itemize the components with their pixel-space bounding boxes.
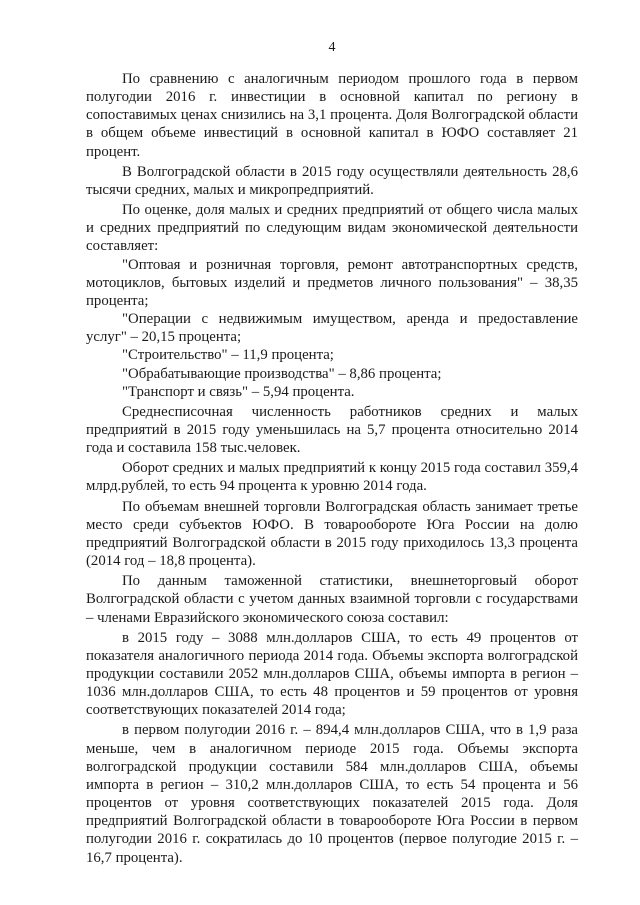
- paragraph-enterprises-count: В Волгоградской области в 2015 году осуществляли деятельность 28,6 тысячи средних, малых и микропредприятий.: [86, 163, 578, 198]
- list-item-manufacturing: "Обрабатывающие производства" – 8,86 процента;: [122, 365, 442, 382]
- page-number: 4: [328, 40, 336, 55]
- list-item-real-estate: "Операции с недвижимым имуществом, аренда и предоставление услуг" – 20,15 процента;: [86, 311, 578, 346]
- list-item-construction: "Строительство" – 11,9 процента;: [122, 347, 334, 364]
- paragraph-trade-2016: в первом полугодии 2016 г. – 894,4 млн.долларов США, что в 1,9 раза меньше, чем в аналогичном периоде 2015 года. Объемы экспорта волгоградской продукции составили 584 млн.долларов США, объемы импорта в регион – 310,2 млн.долларов США, то есть 54 процента и 56 процентов от уровня соответствующих показателей 2015 года. Доля предприятий Волгоградской области в товарообороте Юга России в первом полугодии 2016 г. сократилась до 10 процентов (первое полугодие 2015 г. – 16,7 процента).: [86, 722, 578, 866]
- paragraph-customs-intro: По данным таможенной статистики, внешнеторговый оборот Волгоградской области с учетом данных взаимной торговли с государствами – членами Евразийского экономического союза составил:: [86, 573, 578, 626]
- paragraph-investments: По сравнению с аналогичным периодом прошлого года в первом полугодии 2016 г. инвестиции в основной капитал по региону в сопоставимых ценах снизились на 3,1 процента. Доля Волгоградской области в общем объеме инвестиций в основной капитал в ЮФО составляет 21 процент.: [86, 71, 578, 160]
- paragraph-turnover: Оборот средних и малых предприятий к концу 2015 года составил 359,4 млрд.рублей, то есть 94 процента к уровню 2014 года.: [86, 460, 578, 495]
- paragraph-share-intro: По оценке, доля малых и средних предприятий от общего числа малых и средних предприятий по следующим видам экономической деятельности составляет:: [86, 202, 578, 255]
- list-item-trade: "Оптовая и розничная торговля, ремонт автотранспортных средств, мотоциклов, бытовых изделий и предметов личного пользования" – 38,35 процента;: [86, 256, 578, 309]
- paragraph-foreign-trade: По объемам внешней торговли Волгоградская область занимает третье место среди субъектов ЮФО. В товарообороте Юга России на долю предприятий Волгоградской области в 2015 году приходилось 13,3 процента (2014 год – 18,8 процента).: [86, 498, 578, 570]
- paragraph-employees: Среднесписочная численность работников средних и малых предприятий в 2015 году уменьшилась на 5,7 процента относительно 2014 года и составила 158 тыс.человек.: [86, 403, 578, 457]
- paragraph-trade-2015: в 2015 году – 3088 млн.долларов США, то есть 49 процентов от показателя аналогичного периода 2014 года. Объемы экспорта волгоградской продукции составили 2052 млн.долларов США, объемы импорта в регион – 1036 млн.долларов США, то есть 48 процентов и 59 процентов от уровня соответствующих показателей 2014 года;: [86, 629, 578, 719]
- list-item-transport: "Транспорт и связь" – 5,94 процента.: [122, 383, 355, 400]
- document-body: [86, 70, 578, 869]
